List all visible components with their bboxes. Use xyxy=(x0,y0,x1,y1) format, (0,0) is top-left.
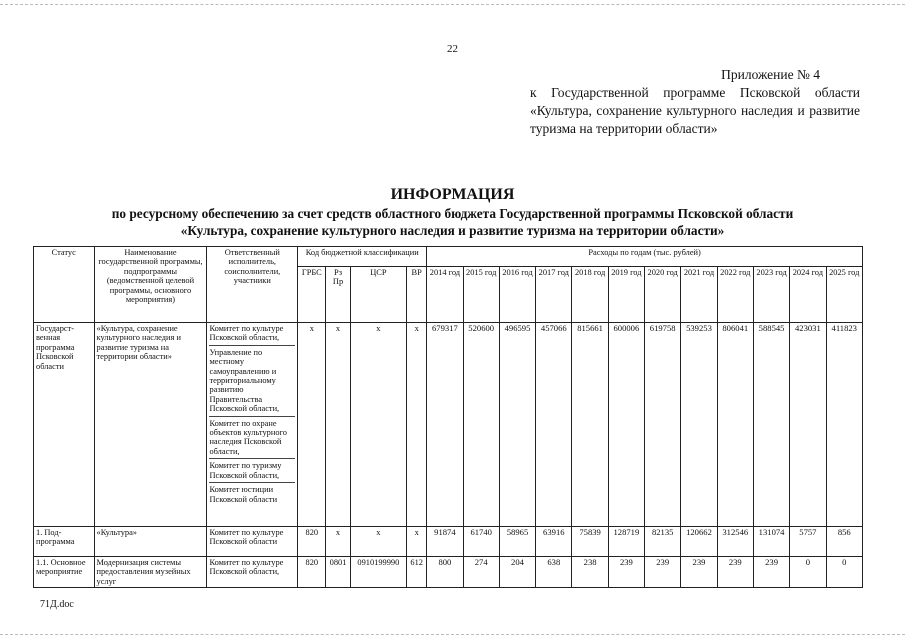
responsible-item: Комитет по культуре Псковской области, xyxy=(209,324,295,346)
header-year: 2024 год xyxy=(790,267,826,323)
header-grbs: ГРБС xyxy=(298,267,326,323)
header-year: 2019 год xyxy=(608,267,644,323)
row-value: 274 xyxy=(463,557,499,588)
row-vr: х xyxy=(407,527,427,557)
header-rzpr: Рз Пр xyxy=(326,267,350,323)
header-year: 2021 год xyxy=(681,267,717,323)
row-status: 1.1. Основное мероприятие xyxy=(34,557,95,588)
page-number: 22 xyxy=(447,43,458,55)
resource-table xyxy=(33,246,863,588)
responsible-item: Комитет юстиции Псковской области xyxy=(209,485,278,504)
row-value: 63916 xyxy=(536,527,572,557)
row-name: Модернизация системы предоставления музейных услуг xyxy=(94,557,207,588)
appendix-title: Приложение № 4 xyxy=(721,67,820,82)
row-value: 239 xyxy=(753,557,789,588)
row-status: Государст-венная программа Псковской области xyxy=(34,323,95,527)
row-grbs: 820 xyxy=(298,557,326,588)
row-value: 5757 xyxy=(790,527,826,557)
row-vr: 612 xyxy=(407,557,427,588)
header-status: Статус xyxy=(34,247,95,323)
appendix-block xyxy=(530,66,860,138)
file-name-footer: 71Д.doc xyxy=(40,599,74,610)
responsible-item: Управление по местному самоуправлению и территориальному развитию Правительства Псковской области, xyxy=(209,348,295,417)
table-row xyxy=(34,557,863,588)
row-value: 806041 xyxy=(717,323,753,527)
row-value: 0 xyxy=(826,557,862,588)
row-value: 800 xyxy=(427,557,463,588)
appendix-text: к Государственной программе Псковской области «Культура, сохранение культурного наследия и развитие туризма на территории области» xyxy=(530,85,860,136)
header-year: 2018 год xyxy=(572,267,608,323)
header-vr: ВР xyxy=(407,267,427,323)
row-name: «Культура» xyxy=(94,527,207,557)
responsible-item: Комитет по туризму Псковской области, xyxy=(209,461,295,483)
row-value: 61740 xyxy=(463,527,499,557)
row-value: 496595 xyxy=(499,323,535,527)
row-value: 411823 xyxy=(826,323,862,527)
row-value: 91874 xyxy=(427,527,463,557)
heading-line-2: «Культура, сохранение культурного наследия и развитие туризма на территории области» xyxy=(180,223,725,238)
row-vr: х xyxy=(407,323,427,527)
row-value: 539253 xyxy=(681,323,717,527)
row-rzpr: х xyxy=(326,323,350,527)
row-name: «Культура, сохранение культурного наследия и развитие туризма на территории области» xyxy=(94,323,207,527)
row-value: 58965 xyxy=(499,527,535,557)
header-year: 2022 год xyxy=(717,267,753,323)
row-value: 239 xyxy=(681,557,717,588)
row-status: 1. Под-программа xyxy=(34,527,95,557)
row-grbs: х xyxy=(298,323,326,527)
row-value: 82135 xyxy=(645,527,681,557)
header-year: 2017 год xyxy=(536,267,572,323)
row-value: 588545 xyxy=(753,323,789,527)
row-value: 312546 xyxy=(717,527,753,557)
row-value: 239 xyxy=(608,557,644,588)
row-value: 239 xyxy=(717,557,753,588)
header-year: 2015 год xyxy=(463,267,499,323)
heading-line-1: по ресурсному обеспечению за счет средств областного бюджета Государственной программы Псковской области xyxy=(111,206,794,221)
row-value: 520600 xyxy=(463,323,499,527)
row-grbs: 820 xyxy=(298,527,326,557)
row-rzpr: х xyxy=(326,527,350,557)
row-value: 239 xyxy=(645,557,681,588)
row-value: 638 xyxy=(536,557,572,588)
row-value: 600006 xyxy=(608,323,644,527)
header-year: 2014 год xyxy=(427,267,463,323)
header-year: 2023 год xyxy=(753,267,789,323)
row-rzpr: 0801 xyxy=(326,557,350,588)
responsible-item: Комитет по охране объектов культурного наследия Псковской области, xyxy=(209,419,295,460)
row-value: 131074 xyxy=(753,527,789,557)
header-expenses: Расходы по годам (тыс. рублей) xyxy=(427,247,863,267)
heading-title: ИНФОРМАЦИЯ xyxy=(390,186,515,203)
scan-top-edge xyxy=(0,4,905,5)
row-value: 619758 xyxy=(645,323,681,527)
row-value: 75839 xyxy=(572,527,608,557)
header-responsible: Ответственный исполнитель, соисполнители, участники xyxy=(207,247,298,323)
row-value: 457066 xyxy=(536,323,572,527)
row-responsible: Комитет по культуре Псковской области xyxy=(207,527,298,557)
row-value: 0 xyxy=(790,557,826,588)
table-row xyxy=(34,527,863,557)
row-csr: х xyxy=(350,527,406,557)
document-heading xyxy=(0,185,905,239)
header-year: 2025 год xyxy=(826,267,862,323)
row-value: 204 xyxy=(499,557,535,588)
row-responsible: Комитет по культуре Псковской области, xyxy=(207,557,298,588)
scan-bottom-edge xyxy=(0,634,905,635)
header-year: 2020 год xyxy=(645,267,681,323)
row-value: 120662 xyxy=(681,527,717,557)
header-csr: ЦСР xyxy=(350,267,406,323)
row-value: 238 xyxy=(572,557,608,588)
header-year: 2016 год xyxy=(499,267,535,323)
row-responsible xyxy=(207,323,298,527)
table-row xyxy=(34,323,863,527)
row-value: 679317 xyxy=(427,323,463,527)
header-name: Наименование государственной программы, подпрограммы (ведомственной целевой программы, основного мероприятия) xyxy=(94,247,207,323)
header-budget-code: Код бюджетной классификации xyxy=(298,247,427,267)
row-csr: х xyxy=(350,323,406,527)
row-value: 423031 xyxy=(790,323,826,527)
row-value: 856 xyxy=(826,527,862,557)
row-value: 815661 xyxy=(572,323,608,527)
row-value: 128719 xyxy=(608,527,644,557)
row-csr: 0910199990 xyxy=(350,557,406,588)
